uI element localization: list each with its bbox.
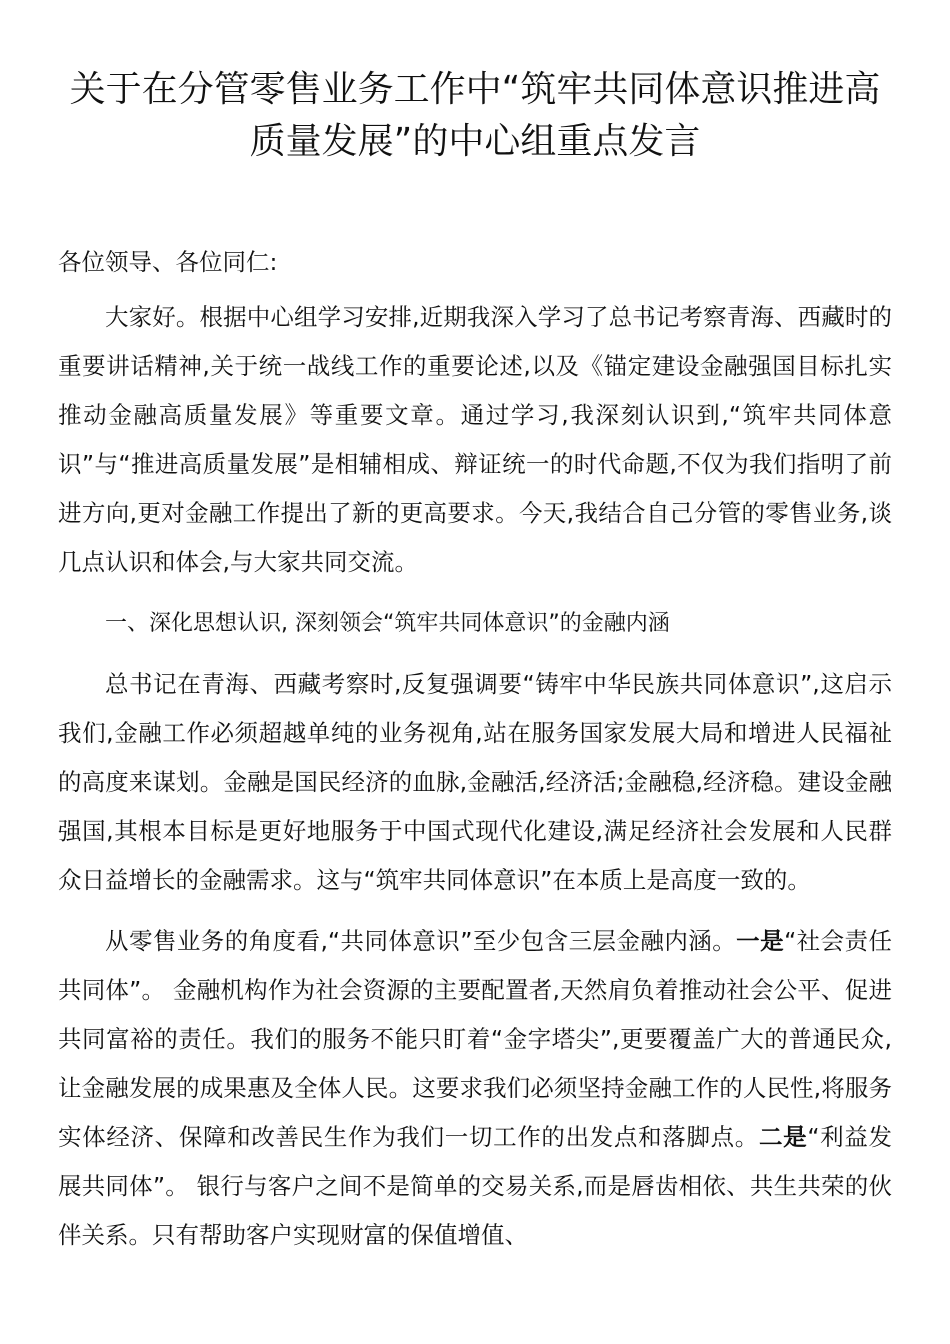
intro-paragraph: 大家好。根据中心组学习安排,近期我深入学习了总书记考察青海、西藏时的重要讲话精神,关于统一战线工作的重要论述,以及《锚定建设金融强国目标扎实推动金融高质量发展》等重要文章。通过学习,我深刻认识到,“筑牢共同体意识”与“推进高质量发展”是相辅相成、辩证统一的时代命题,不仅为我们指明了前进方向,更对金融工作提出了新的更高要求。今天,我结合自己分管的零售业务,谈几点认识和体会,与大家共同交流。 bbox=[58, 303, 892, 576]
section-heading-1: 一、深化思想认识, 深刻领会“筑牢共同体意识”的金融内涵 bbox=[105, 611, 670, 636]
document-body bbox=[58, 238, 892, 1260]
paragraph-text: 从零售业务的角度看,“共同体意识”至少包含三层金融内涵。 bbox=[105, 927, 737, 955]
paragraph-text: “社会责任共同体”。 金融机构作为社会资源的主要配置者,天然肩负着推动社会公平、促进共同富裕的责任。我们的服务不能只盯着“金字塔尖”,更要覆盖广大的普通民众,让金融发展的成果惠及全体人民。这要求我们必须坚持金融工作的人民性,将服务实体经济、保障和改善民生作为我们一切工作的出发点和落脚点。 bbox=[58, 927, 892, 1151]
section1-paragraph-1: 总书记在青海、西藏考察时,反复强调要“铸牢中华民族共同体意识”,这启示我们,金融工作必须超越单纯的业务视角,站在服务国家发展大局和增进人民福祉的高度来谋划。金融是国民经济的血脉,金融活,经济活;金融稳,经济稳。建设金融强国,其根本目标是更好地服务于中国式现代化建设,满足经济社会发展和人民群众日益增长的金融需求。这与“筑牢共同体意识”在本质上是高度一致的。 bbox=[58, 670, 892, 894]
lead-point-one: 一是 bbox=[736, 927, 785, 955]
section1-paragraph-2 bbox=[58, 917, 892, 1260]
document-title: 关于在分管零售业务工作中“筑牢共同体意识推进高质量发展”的中心组重点发言 bbox=[69, 69, 881, 162]
paragraph-text: “利益发展共同体”。 银行与客户之间不是简单的交易关系,而是唇齿相依、共生共荣的伙伴关系。只有帮助客户实现财富的保值增值、 bbox=[58, 1123, 893, 1249]
salutation: 各位领导、各位同仁: bbox=[58, 248, 278, 276]
lead-point-two: 二是 bbox=[758, 1123, 808, 1151]
